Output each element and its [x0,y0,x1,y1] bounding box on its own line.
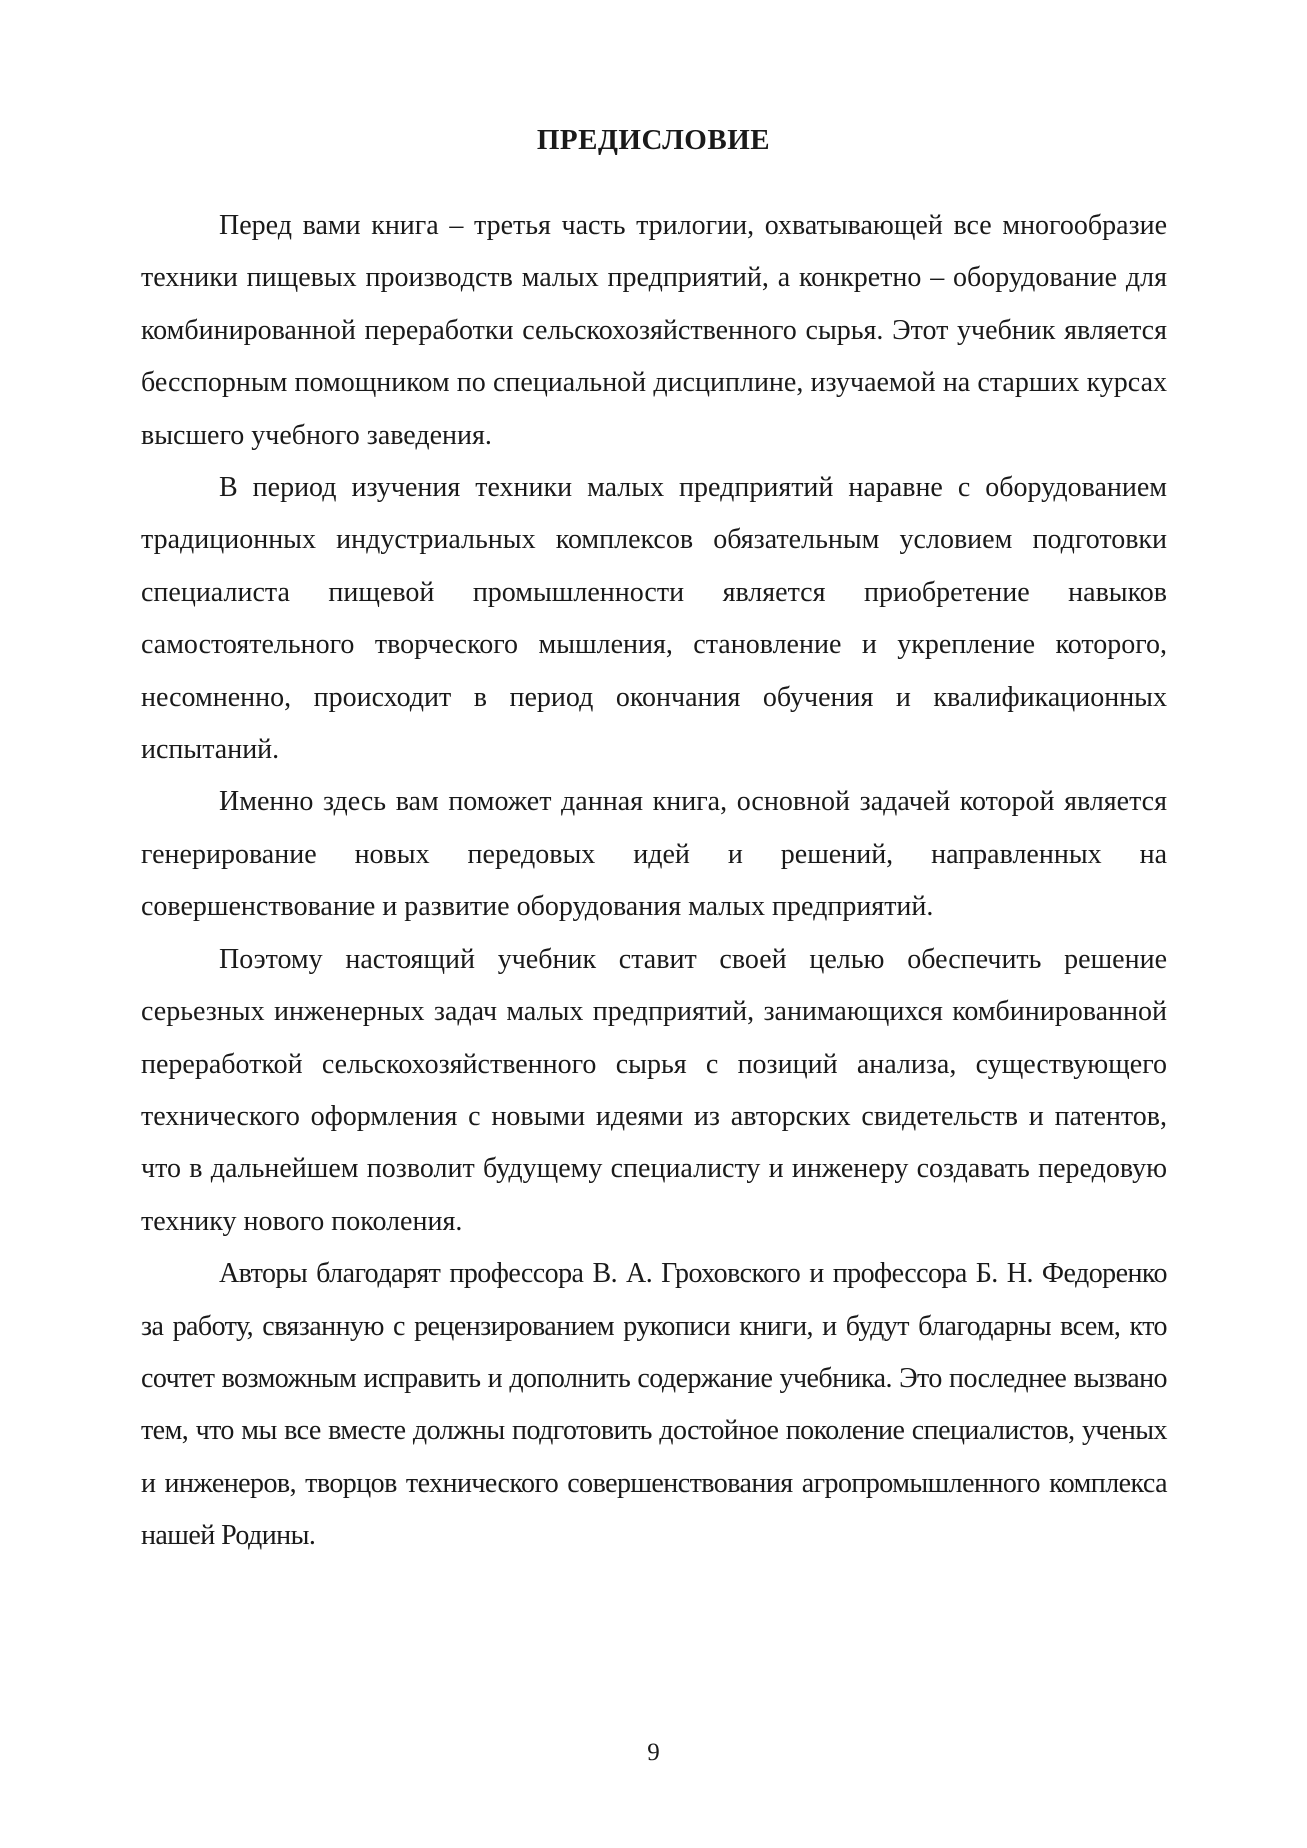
paragraph-2: В период изучения техники малых предприятий наравне с оборудованием традиционных индустриальных комплексов обязательным условием подготовки специалиста пищевой промышленности является приобретение навыков самостоятельного творческого мышления, становление и укрепление которого, несомненно, происходит в период окончания обучения и квалификационных испытаний. [141,472,1167,766]
paragraph-3: Именно здесь вам поможет данная книга, основной задачей которой является генерирование новых передовых идей и решений, направленных на совершенствование и развитие оборудования малых предприятий. [141,786,1167,923]
page-title: ПРЕДИСЛОВИЕ [536,124,771,156]
preface-body [141,200,1167,1563]
paragraph-4: Поэтому настоящий учебник ставит своей целью обеспечить решение серьезных инженерных задач малых предприятий, занимающихся комбинированной переработкой сельскохозяйственного сырья с позиций анализа, существующего технического оформления с новыми идеями из авторских свидетельств и патентов, что в дальнейшем позволит будущему специалисту и инженеру создавать передовую технику нового поколения. [141,943,1167,1237]
paragraph-5: Авторы благодарят профессора В. А. Гроховского и профессора Б. Н. Федоренко за работу, связанную с рецензированием рукописи книги, и будут благодарны всем, кто сочтет возможным исправить и дополнить содержание учебника. Это последнее вызвано тем, что мы все вместе должны подготовить достойное поколение специалистов, ученых и инженеров, творцов технического совершенствования агропромышленного комплекса нашей Родины. [141,1258,1167,1552]
paragraph-1: Перед вами книга – третья часть трилогии, охватывающей все многообразие техники пищевых производств малых предприятий, а конкретно – оборудование для комбинированной переработки сельскохозяйственного сырья. Этот учебник является бесспорным помощником по специальной дисциплине, изучаемой на старших курсах высшего учебного заведения. [141,210,1167,451]
page-number: 9 [647,1739,660,1766]
